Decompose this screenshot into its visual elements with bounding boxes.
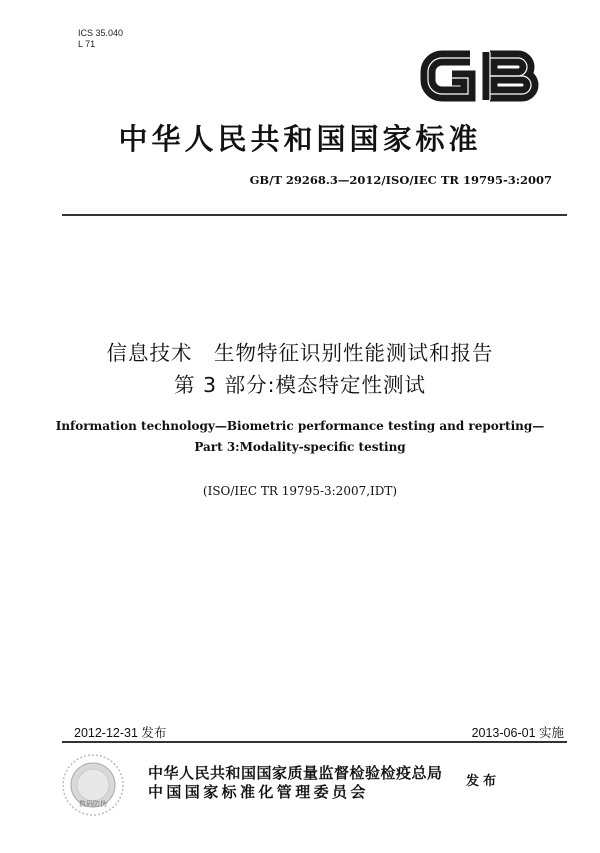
ics-block xyxy=(78,28,123,50)
issue-date: 2012-12-31 发布 xyxy=(74,726,167,740)
equivalence-note: (ISO/IEC TR 19795-3:2007,IDT) xyxy=(202,484,398,498)
classification-code: L 71 xyxy=(78,39,96,49)
gb-logo xyxy=(418,44,542,108)
bottom-divider xyxy=(62,741,567,743)
chinese-title-line2: 第 3 部分:模态特定性测试 xyxy=(174,373,426,397)
chinese-title-line1: 信息技术 生物特征识别性能测试和报告 xyxy=(106,341,494,365)
stamp-label: 数码防伪 xyxy=(79,800,107,808)
ics-code: ICS 35.040 xyxy=(78,28,124,38)
publish-label: 发布 xyxy=(466,774,501,789)
anti-counterfeit-stamp xyxy=(60,752,126,818)
issuer-sac: 中国国家标准化管理委员会 xyxy=(148,783,369,801)
issuer-aqsiq: 中华人民共和国国家质量监督检验检疫总局 xyxy=(148,764,443,782)
english-title-line1: Information technology—Biometric performance testing and reporting— xyxy=(55,419,545,433)
standard-number: GB/T 29268.3—2012/ISO/IEC TR 19795-3:2007 xyxy=(249,173,552,187)
top-divider xyxy=(62,214,567,216)
standard-title: 中华人民共和国国家标准 xyxy=(118,122,482,156)
implementation-date: 2013-06-01 实施 xyxy=(471,726,564,740)
english-title-line2: Part 3:Modality-specific testing xyxy=(194,440,406,454)
